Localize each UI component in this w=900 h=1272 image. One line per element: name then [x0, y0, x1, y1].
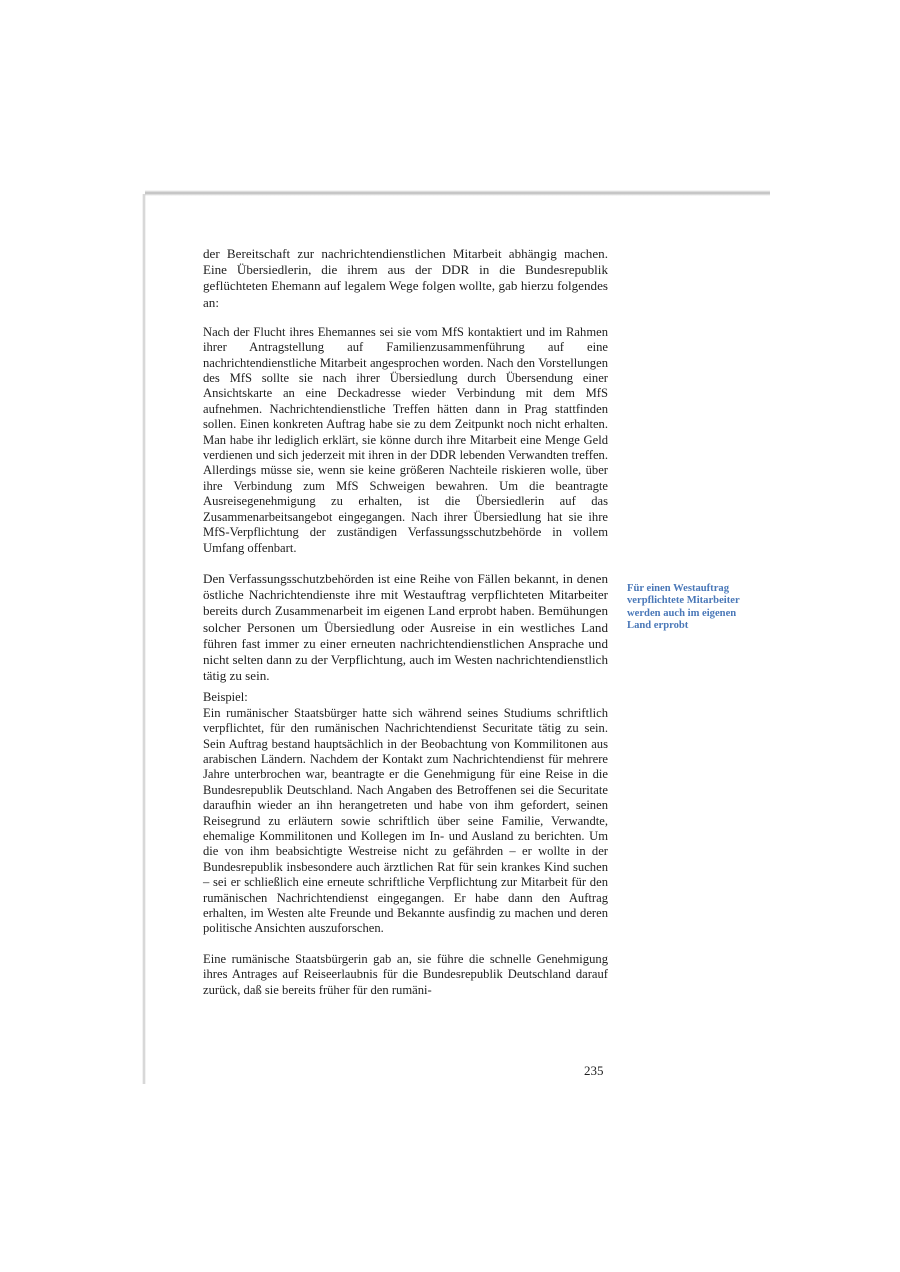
- example-label: Beispiel:: [203, 690, 248, 705]
- page-number: 235: [584, 1063, 604, 1078]
- paragraph-last: Eine rumänische Staatsbürgerin gab an, sie führe die schnelle Genehmigung ihres Antrages auf Reiseerlaubnis für die Bundesrepublik Deutschland darauf zurück, daß sie bereits früher für den rumäni-: [203, 951, 608, 997]
- page-top-edge: [145, 190, 770, 196]
- paragraph-cases: Den Verfassungsschutzbehörden ist eine Reihe von Fällen bekannt, in denen östliche Nachrichtendienste ihre mit Westauftrag verpflichteten Mitarbeiter bereits durch Zusammenarbeit im eigenen Land erprobt haben. Bemühungen solcher Personen um Übersiedlung oder Ausreise in ein westliches Land führen fast immer zu einer erneuten nachrichtendienstlichen Ansprache und nicht selten dann zu der Verpflichtung, auch im Westen nachrichtendienstlich tätig zu sein.: [203, 570, 608, 684]
- example-text: Ein rumänischer Staatsbürger hatte sich während seines Studiums schriftlich verpflichtet, für den rumänischen Nachrichtendienst Securitate tätig zu sein. Sein Auftrag bestand hauptsächlich in der Beobachtung von Kommilitonen aus arabischen Ländern. Nachdem der Kontakt zum Nachrichtendienst für mehrere Jahre unterbrochen war, beantragte er die Genehmigung für eine Reise in die Bundesrepublik Deutschland. Nach Angaben des Betroffenen sei die Securitate daraufhin wieder an ihn herangetreten und habe von ihm gefordert, seinen Reisegrund zu erläutern sowie schriftlich über seine Familie, Verwandte, ehemalige Kommilitonen und Kollegen im In- und Ausland zu berichten. Um die von ihm beabsichtigte Westreise nicht zu gefährden – er wollte in der Bundesrepublik insbesondere auch ärztlichen Rat für sein krankes Kind suchen – sei er schließlich eine erneute schriftliche Verpflichtung zur Mitarbeit für den rumänischen Nachrichtendienst eingegangen. Er habe dann den Auftrag erhalten, im Westen alte Freunde und Bekannte ausfindig zu machen und deren politische Ansichten auszuforschen.: [203, 705, 608, 936]
- body-text: [203, 246, 608, 998]
- page-left-edge: [142, 194, 146, 1084]
- margin-note: Für einen Westauftrag verpflichtete Mitarbeiter werden auch im eigenen Land erprobt: [627, 583, 740, 632]
- paragraph-intro: der Bereitschaft zur nachrichtendienstlichen Mitarbeit abhängig machen. Eine Übersiedlerin, die ihrem aus der DDR in die Bundesrepublik geflüchteten Ehemann auf legalem Wege folgen wollte, gab hierzu folgendes an:: [203, 246, 608, 310]
- quoted-statement: Nach der Flucht ihres Ehemannes sei sie vom MfS kontaktiert und im Rahmen ihrer Antragstellung auf Familienzusammenführung auf eine nachrichtendienstliche Mitarbeit angesprochen worden. Nach den Vorstellungen des MfS sollte sie nach ihrer Übersiedlung durch Übersendung einer Ansichtskarte an eine Deckadresse wieder Verbindung mit dem MfS aufnehmen. Nachrichtendienstliche Treffen hätten dann in Prag stattfinden sollen. Einen konkreten Auftrag habe sie zu dem Zeitpunkt noch nicht erhalten. Man habe ihr lediglich erklärt, sie könne durch ihre Mitarbeit eine Menge Geld verdienen und sich jederzeit mit ihren in der DDR lebenden Verwandten treffen. Allerdings müsse sie, wenn sie keine größeren Nachteile riskieren wolle, über ihre Verbindung zum MfS Schweigen bewahren. Um die beantragte Ausreisegenehmigung zu erhalten, ist die Übersiedlerin auf das Zusammenarbeitsangebot eingegangen. Nach ihrer Übersiedlung hat sie ihre MfS-Verpflichtung der zuständigen Verfassungsschutzbehörde in vollem Umfang offenbart.: [203, 324, 608, 555]
